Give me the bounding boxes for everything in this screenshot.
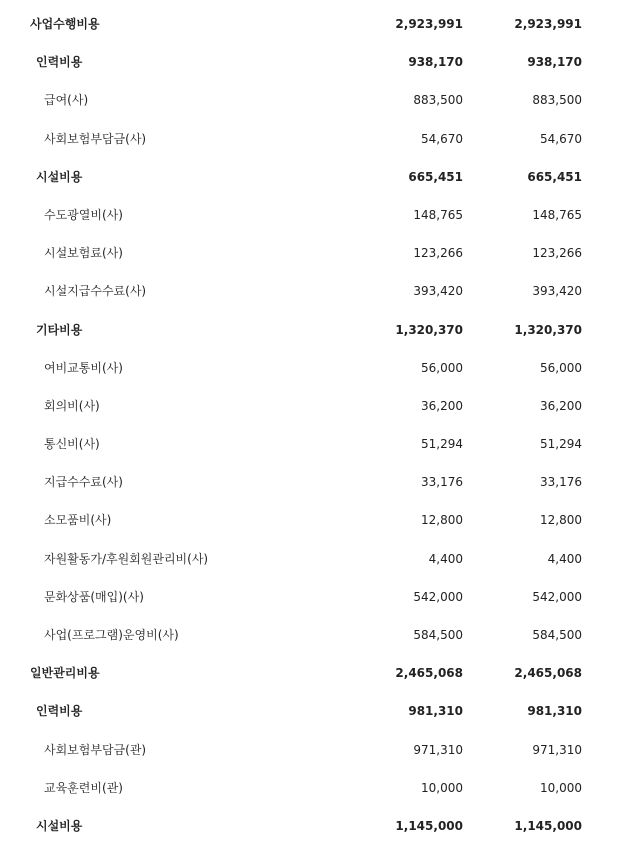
budget-value: 1,320,370	[395, 322, 463, 337]
row-label: 회의비(사)	[44, 398, 100, 413]
item-row	[0, 81, 628, 119]
actual-value: 2,923,991	[514, 17, 582, 31]
row-label: 문화상품(매입)(사)	[44, 589, 144, 604]
budget-value: 1,145,000	[395, 818, 463, 833]
row-label: 시설보험료(사)	[44, 246, 123, 261]
actual-value: 56,000	[540, 360, 582, 375]
row-label: 일반관리비용	[30, 666, 100, 681]
budget-value: 33,176	[421, 475, 463, 490]
row-label: 수도광열비(사)	[44, 207, 123, 222]
row-label: 여비교통비(사)	[44, 360, 123, 375]
actual-value: 971,310	[532, 742, 582, 757]
row-label: 시설비용	[36, 818, 83, 833]
actual-value: 1,145,000	[514, 818, 582, 833]
budget-value: 10,000	[421, 780, 463, 795]
budget-value: 584,500	[413, 628, 463, 642]
actual-value: 10,000	[540, 780, 582, 795]
actual-value: 54,670	[540, 131, 582, 146]
item-row	[0, 769, 628, 807]
category-row	[0, 5, 628, 43]
actual-value: 4,400	[547, 551, 582, 566]
budget-value: 2,923,991	[395, 17, 463, 31]
actual-value: 542,000	[532, 589, 582, 604]
row-label: 통신비(사)	[44, 437, 100, 452]
category-row	[0, 654, 628, 692]
item-row	[0, 349, 628, 387]
actual-value: 2,465,068	[514, 666, 582, 681]
item-row	[0, 196, 628, 234]
budget-value: 51,294	[421, 437, 463, 452]
item-row	[0, 425, 628, 463]
row-label: 사회보험부담금(관)	[44, 742, 147, 757]
actual-value: 393,420	[532, 284, 582, 299]
actual-value: 36,200	[540, 398, 582, 413]
budget-value: 665,451	[408, 169, 463, 184]
item-row	[0, 616, 628, 654]
subcategory-row	[0, 158, 628, 196]
actual-value: 938,170	[527, 55, 582, 70]
subcategory-row	[0, 311, 628, 349]
subcategory-row	[0, 807, 628, 845]
actual-value: 12,800	[540, 513, 582, 528]
actual-value: 148,765	[532, 207, 582, 222]
budget-value: 36,200	[421, 398, 463, 413]
item-row	[0, 234, 628, 272]
budget-value: 148,765	[413, 207, 463, 222]
item-row	[0, 387, 628, 425]
budget-value: 938,170	[408, 55, 463, 70]
budget-value: 2,465,068	[395, 666, 463, 681]
subcategory-row	[0, 43, 628, 81]
budget-value: 393,420	[413, 284, 463, 299]
item-row	[0, 731, 628, 769]
budget-value: 542,000	[413, 589, 463, 604]
item-row	[0, 578, 628, 616]
item-row	[0, 540, 628, 578]
row-label: 지급수수료(사)	[44, 475, 123, 490]
row-label: 교육훈련비(관)	[44, 780, 123, 795]
item-row	[0, 463, 628, 501]
budget-value: 123,266	[413, 246, 463, 261]
budget-value: 54,670	[421, 131, 463, 146]
actual-value: 123,266	[532, 246, 582, 261]
subcategory-row	[0, 692, 628, 730]
actual-value: 981,310	[527, 704, 582, 719]
expense-table	[0, 5, 628, 845]
budget-value: 883,500	[413, 93, 463, 108]
row-label: 사업수행비용	[30, 17, 100, 31]
row-label: 인력비용	[36, 704, 83, 719]
item-row	[0, 272, 628, 310]
row-label: 시설비용	[36, 169, 83, 184]
item-row	[0, 120, 628, 158]
budget-value: 981,310	[408, 704, 463, 719]
item-row	[0, 501, 628, 539]
actual-value: 1,320,370	[514, 322, 582, 337]
budget-value: 56,000	[421, 360, 463, 375]
actual-value: 584,500	[532, 628, 582, 642]
actual-value: 665,451	[527, 169, 582, 184]
actual-value: 51,294	[540, 437, 582, 452]
budget-value: 971,310	[413, 742, 463, 757]
row-label: 급여(사)	[44, 93, 89, 108]
row-label: 소모품비(사)	[44, 513, 112, 528]
row-label: 자원활동가/후원회원관리비(사)	[44, 551, 209, 566]
actual-value: 883,500	[532, 93, 582, 108]
row-label: 인력비용	[36, 55, 83, 70]
actual-value: 33,176	[540, 475, 582, 490]
row-label: 시설지급수수료(사)	[44, 284, 147, 299]
row-label: 사회보험부담금(사)	[44, 131, 147, 146]
budget-value: 12,800	[421, 513, 463, 528]
row-label: 기타비용	[36, 322, 83, 337]
budget-value: 4,400	[428, 551, 463, 566]
row-label: 사업(프로그램)운영비(사)	[44, 628, 179, 642]
